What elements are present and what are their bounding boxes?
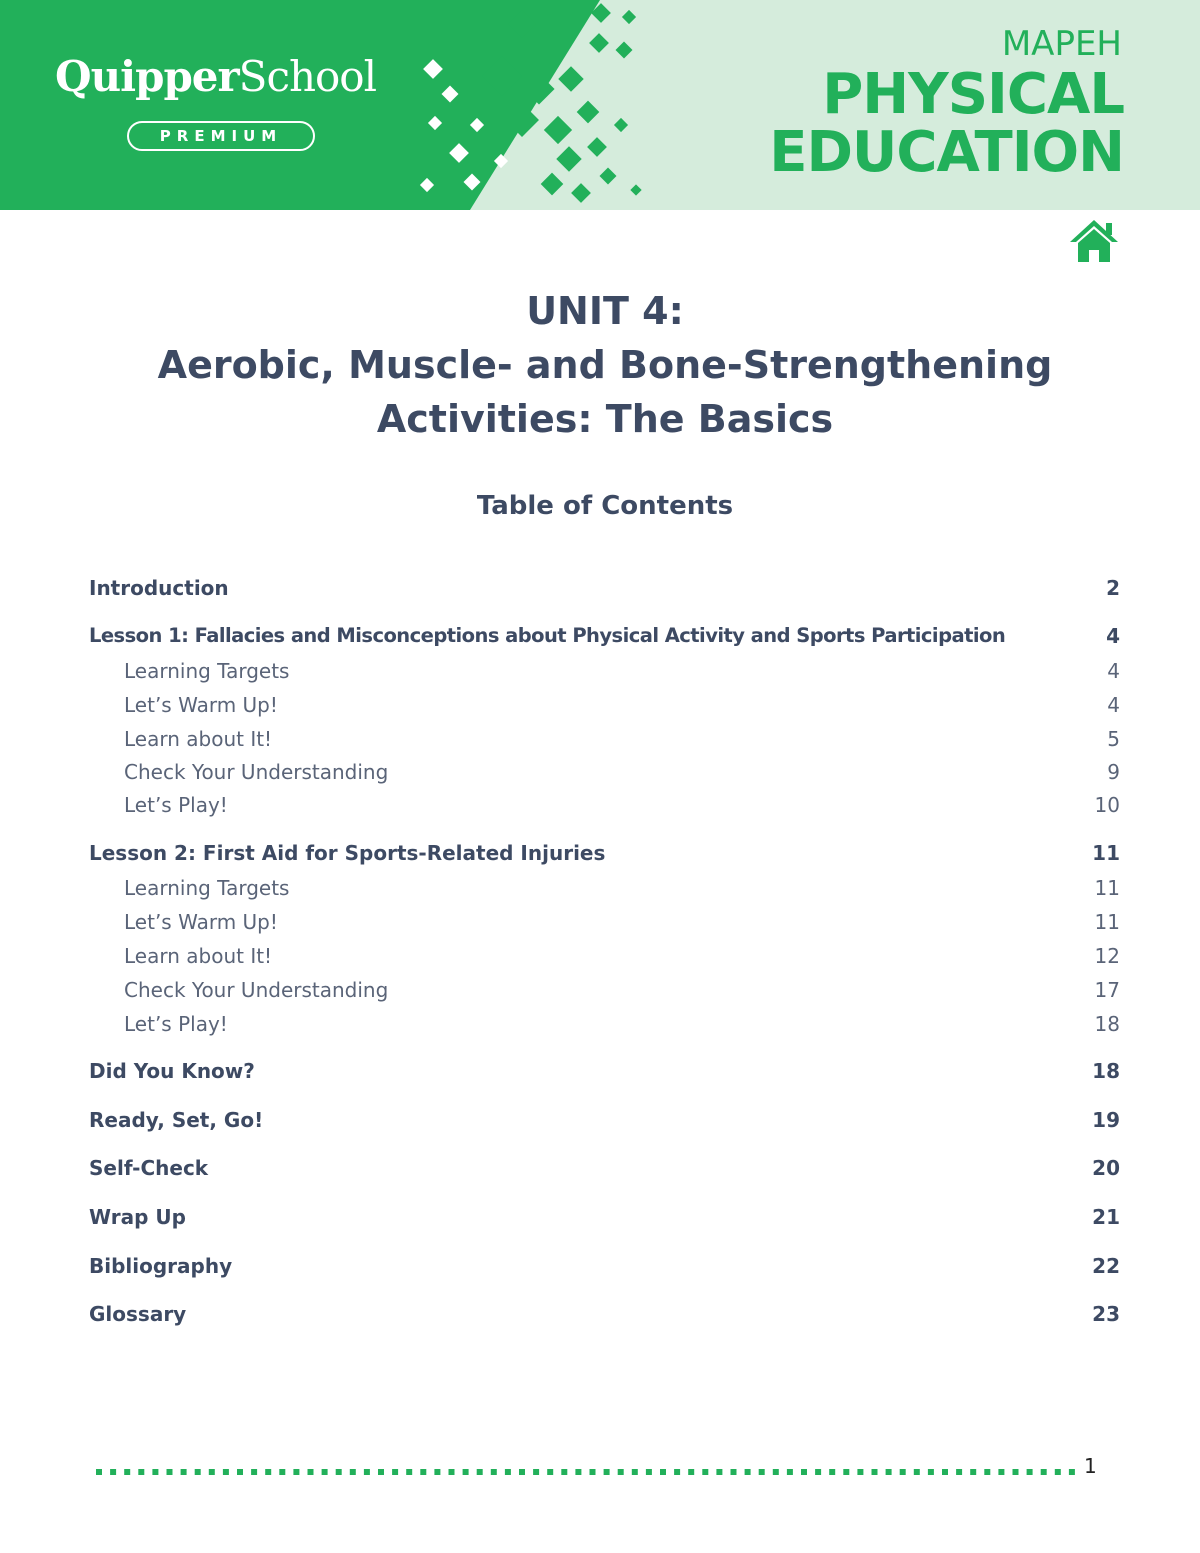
toc-item-l2-learn-about-it[interactable]	[89, 941, 1120, 971]
unit-title	[0, 284, 1200, 446]
toc-label: Bibliography	[89, 1254, 233, 1278]
toc-page: 4	[1106, 624, 1120, 648]
toc-page: 2	[1106, 576, 1120, 600]
toc-item-ready-set-go[interactable]	[89, 1105, 1120, 1135]
toc-label: Ready, Set, Go!	[89, 1108, 264, 1132]
toc-page: 22	[1092, 1254, 1120, 1278]
toc-item-l2-learning-targets[interactable]	[89, 873, 1120, 903]
toc-label: Lesson 1: Fallacies and Misconceptions about Physical Activity and Sports Participation	[89, 624, 1006, 647]
toc-label: Let’s Play!	[124, 793, 228, 817]
toc-item-wrap-up[interactable]	[89, 1202, 1120, 1232]
toc-label: Did You Know?	[89, 1059, 255, 1083]
toc-page: 23	[1092, 1302, 1120, 1326]
toc-item-l1-learning-targets[interactable]	[89, 656, 1120, 686]
toc-page: 12	[1094, 944, 1120, 968]
footer-dotted-line	[93, 1466, 1079, 1478]
toc-label: Learn about It!	[124, 727, 273, 751]
toc-page: 21	[1092, 1205, 1120, 1229]
toc-page: 5	[1107, 727, 1120, 751]
toc-label: Introduction	[89, 576, 229, 600]
toc-item-lesson-2[interactable]	[89, 838, 1120, 868]
toc-label: Wrap Up	[89, 1205, 186, 1229]
toc-item-did-you-know[interactable]	[89, 1056, 1120, 1086]
toc-label: Let’s Play!	[124, 1012, 228, 1036]
brand-regular: School	[238, 52, 377, 101]
page-number: 1	[1084, 1454, 1097, 1478]
toc-item-l2-check-understanding[interactable]	[89, 975, 1120, 1005]
brand-bold: Quipper	[55, 52, 239, 101]
toc-item-lesson-1[interactable]	[89, 621, 1120, 651]
header-banner	[0, 0, 1200, 210]
toc-item-glossary[interactable]	[89, 1299, 1120, 1329]
toc-page: 4	[1107, 659, 1120, 683]
toc-page: 18	[1094, 1012, 1120, 1036]
toc-item-l1-learn-about-it[interactable]	[89, 724, 1120, 754]
toc-label: Learning Targets	[124, 876, 290, 900]
unit-title-line2: Aerobic, Muscle- and Bone-Strengthening	[157, 343, 1053, 387]
toc-label: Self-Check	[89, 1156, 209, 1180]
subject-title	[769, 62, 1124, 185]
subject-title-line1: PHYSICAL	[822, 62, 1124, 127]
toc-label: Learning Targets	[124, 659, 290, 683]
toc-page: 11	[1094, 876, 1120, 900]
toc-page: 17	[1094, 978, 1120, 1002]
unit-title-line3: Activities: The Basics	[376, 397, 834, 441]
unit-title-line1: UNIT 4:	[526, 289, 684, 333]
home-icon[interactable]	[1068, 218, 1120, 264]
toc-label: Glossary	[89, 1302, 187, 1326]
toc-page: 19	[1092, 1108, 1120, 1132]
toc-page: 20	[1092, 1156, 1120, 1180]
toc-heading: Table of Contents	[476, 491, 734, 521]
toc-page: 9	[1107, 760, 1120, 784]
toc-item-l2-warm-up[interactable]	[89, 907, 1120, 937]
toc-label: Check Your Understanding	[124, 760, 389, 784]
toc-item-introduction[interactable]	[89, 573, 1120, 603]
toc-page: 18	[1092, 1059, 1120, 1083]
toc-label: Let’s Warm Up!	[124, 693, 278, 717]
toc-page: 11	[1092, 841, 1120, 865]
toc-label: Check Your Understanding	[124, 978, 389, 1002]
toc-label: Learn about It!	[124, 944, 273, 968]
toc-item-l2-lets-play[interactable]	[89, 1009, 1120, 1039]
premium-badge: PREMIUM	[127, 121, 315, 151]
toc-label: Lesson 2: First Aid for Sports-Related Injuries	[89, 841, 606, 865]
toc-item-self-check[interactable]	[89, 1153, 1120, 1183]
toc-page: 4	[1107, 693, 1120, 717]
subject-tag: MAPEH	[1001, 24, 1122, 64]
toc-label: Let’s Warm Up!	[124, 910, 278, 934]
pixel-pattern-decoration	[0, 0, 700, 210]
toc-item-l1-check-understanding[interactable]	[89, 757, 1120, 787]
toc-item-l1-lets-play[interactable]	[89, 790, 1120, 820]
toc-page: 10	[1094, 793, 1120, 817]
toc-item-bibliography[interactable]	[89, 1251, 1120, 1281]
subject-title-line2: EDUCATION	[769, 120, 1124, 185]
toc-page: 11	[1094, 910, 1120, 934]
quipper-school-logo	[55, 52, 376, 101]
toc-item-l1-warm-up[interactable]	[89, 690, 1120, 720]
